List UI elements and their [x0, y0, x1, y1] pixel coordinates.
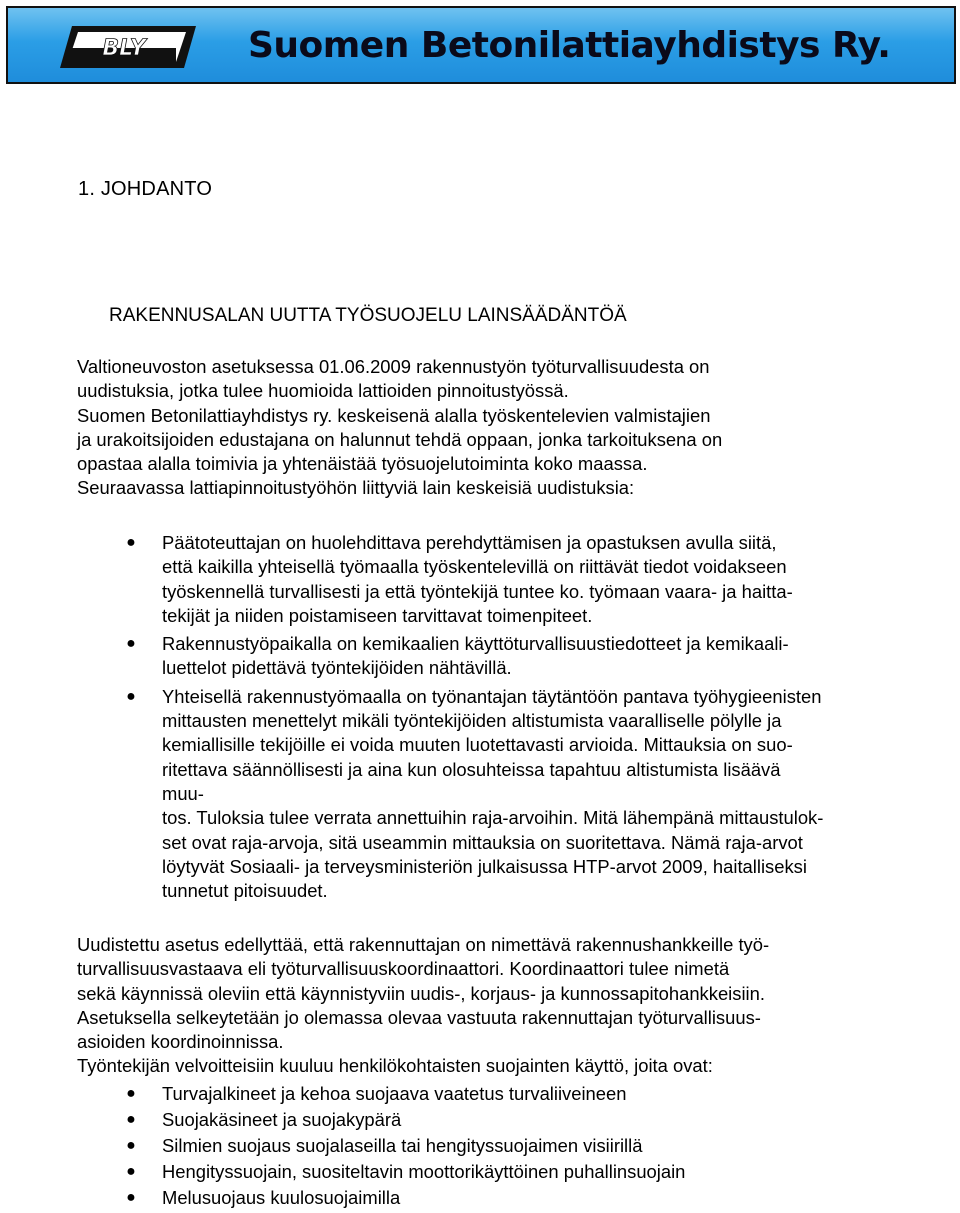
ppe-list	[124, 1082, 685, 1212]
text-line: ja urakoitsijoiden edustajana on halunnut tehdä oppaan, jonka tarkoituksena on	[77, 428, 723, 450]
text-line: sekä käynnissä oleviin että käynnistyviin uudis-, korjaus- ja kunnossapitohankkeisiin.	[77, 982, 765, 1004]
text-line: Päätoteuttajan on huolehdittava perehdyttämisen ja opastuksen avulla siitä,	[162, 532, 777, 553]
text-line: Turvajalkineet ja kehoa suojaava vaatetus turvaliiveineen	[162, 1083, 627, 1104]
text-line: asioiden koordinoinnissa.	[77, 1031, 284, 1053]
intro-paragraph	[77, 355, 722, 501]
bullet-icon: ●	[126, 687, 136, 705]
list-item	[124, 685, 823, 904]
bullet-icon: ●	[126, 1137, 136, 1155]
text-line: uudistuksia, jotka tulee huomioida lattioiden pinnoitustyössä.	[77, 380, 569, 402]
text-line: Hengityssuojain, suositeltavin moottorikäyttöinen puhallinsuojain	[162, 1161, 686, 1183]
text-line: Työntekijän velvoitteisiin kuuluu henkilökohtaisten suojainten käyttö, joita ovat:	[77, 1055, 713, 1077]
legal-changes-list	[124, 531, 823, 907]
bullet-icon: ●	[126, 1163, 136, 1181]
header-banner	[6, 6, 956, 84]
text-line: Yhteisellä rakennustyömaalla on työnantajan täytäntöön pantava työhygieenisten	[162, 685, 822, 707]
text-line: työskennellä turvallisesti ja että työntekijä tuntee ko. työmaan vaara- ja haitta-	[162, 580, 793, 602]
bly-logo-text: BLY	[102, 36, 146, 61]
list-item	[124, 1134, 685, 1160]
text-line: turvallisuusvastaava eli työturvallisuuskoordinaattori. Koordinaattori tulee nimetä	[77, 958, 730, 980]
text-line: tunnetut pitoisuudet.	[162, 880, 328, 902]
text-line: set ovat raja-arvoja, sitä useammin mittauksia on suoritettava. Nämä raja-arvot	[162, 831, 803, 853]
text-line: Rakennustyöpaikalla on kemikaalien käyttöturvallisuustiedotteet ja kemikaali-	[162, 633, 789, 655]
text-line: löytyvät Sosiaali- ja terveysministeriön julkaisussa HTP-arvot 2009, haitalliseksi	[162, 855, 807, 877]
bly-logo	[58, 24, 198, 70]
subheading: RAKENNUSALAN UUTTA TYÖSUOJELU LAINSÄÄDÄNTÖÄ	[109, 305, 627, 326]
list-item	[124, 1108, 685, 1134]
text-line: opastaa alalla toimivia ja yhtenäistää työsuojelutoiminta koko maassa.	[77, 453, 648, 475]
text-line: Melusuojaus kuulosuojaimilla	[162, 1187, 401, 1209]
text-line: mittausten menettelyt mikäli työntekijöiden altistumista vaaralliselle pölylle ja	[162, 710, 782, 732]
text-line: tos. Tuloksia tulee verrata annettuihin raja-arvoihin. Mitä lähempänä mittaustulok-	[162, 807, 824, 829]
text-line: että kaikilla yhteisellä työmaalla työskentelevillä on riittävät tiedot voidakseen	[162, 556, 787, 578]
closing-paragraph	[77, 933, 769, 1079]
text-line: Suomen Betonilattiayhdistys ry. keskeisenä alalla työskentelevien valmistajien	[77, 404, 711, 426]
bullet-icon: ●	[126, 534, 136, 551]
list-item	[124, 531, 823, 628]
text-line: Uudistettu asetus edellyttää, että rakennuttajan on nimettävä rakennushankkeille työ-	[77, 934, 770, 955]
text-line: muu-	[162, 782, 204, 804]
section-heading: 1. JOHDANTO	[78, 178, 213, 200]
list-item	[124, 632, 823, 681]
bullet-icon: ●	[126, 1189, 136, 1207]
bullet-icon: ●	[126, 635, 136, 653]
list-item	[124, 1160, 685, 1186]
text-line: Seuraavassa lattiapinnoitustyöhön liittyviä lain keskeisiä uudistuksia:	[77, 477, 635, 499]
text-line: tekijät ja niiden poistamiseen tarvittavat toimenpiteet.	[162, 604, 593, 626]
text-line: Asetuksella selkeytetään jo olemassa olevaa vastuuta rakennuttajan työturvallisuus-	[77, 1006, 761, 1028]
organization-title: Suomen Betonilattiayhdistys Ry.	[248, 25, 891, 66]
text-line: kemiallisille tekijöille ei voida muuten luotettavasti arvioida. Mittauksia on suo-	[162, 734, 793, 756]
text-line: ritettava säännöllisesti ja aina kun olosuhteissa tapahtuu altistumista lisäävä	[162, 758, 781, 780]
list-item	[124, 1082, 685, 1108]
text-line: Suojakäsineet ja suojakypärä	[162, 1109, 402, 1131]
bullet-icon: ●	[126, 1085, 136, 1102]
text-line: luettelot pidettävä työntekijöiden nähtävillä.	[162, 657, 512, 679]
list-item	[124, 1186, 685, 1212]
text-line: Silmien suojaus suojalaseilla tai hengityssuojaimen visiirillä	[162, 1135, 643, 1157]
text-line: Valtioneuvoston asetuksessa 01.06.2009 rakennustyön työturvallisuudesta on	[77, 356, 710, 377]
bullet-icon: ●	[126, 1111, 136, 1129]
